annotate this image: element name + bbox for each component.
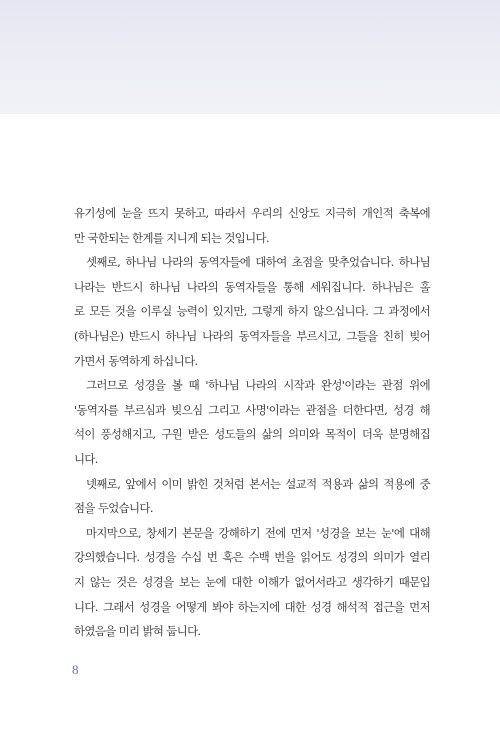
text-line: 강의했습니다. 성경을 수십 번 혹은 수백 번을 읽어도 성경의 의미가 열리 <box>74 550 430 565</box>
text-line: 셋째로, 하나님 나라의 동역자들에 대하여 초점을 맞추었습니다. 하나님 <box>86 255 430 270</box>
text-line: 유기성에 눈을 뜨지 못하고, 따라서 우리의 신앙도 지극히 개인적 축복에 <box>74 206 430 220</box>
text-line: 니다. 그래서 성경을 어떻게 봐야 하는지에 대한 성경 해석적 접근을 먼저 <box>74 599 430 614</box>
text-line: '동역자를 부르심과 빚으심 그리고 사명'이라는 관점을 더한다면, 성경 해 <box>74 402 430 417</box>
top-color-band <box>0 0 500 114</box>
page-number: 8 <box>72 662 79 677</box>
text-line: (하나님은) 반드시 하나님 나라의 동역자들을 부르시고, 그들을 친히 빚어 <box>74 328 430 343</box>
text-line: 지 않는 것은 성경을 보는 눈에 대한 이해가 없어서라고 생각하기 때문입 <box>74 574 430 589</box>
text-line: 넷째로, 앞에서 이미 밝힌 것처럼 본서는 설교적 적용과 삶의 적용에 중 <box>86 476 430 491</box>
text-line: 만 국한되는 한계를 지니게 되는 것입니다. <box>74 230 269 245</box>
text-line: 나라는 반드시 하나님 나라의 동역자들을 통해 세워집니다. 하나님은 홀 <box>74 279 430 294</box>
text-line: 로 모든 것을 이루실 능력이 있지만, 그렇게 하지 않으십니다. 그 과정에서 <box>74 304 430 319</box>
text-line: 니다. <box>74 451 98 466</box>
body-text <box>74 201 430 644</box>
text-line: 마지막으로, 창세기 본문을 강해하기 전에 먼저 '성경을 보는 눈'에 대해 <box>86 525 430 540</box>
text-line: 점을 두었습니다. <box>74 501 153 516</box>
text-line: 가면서 동역하게 하십니다. <box>74 353 198 368</box>
text-line: 그러므로 성경을 볼 때 '하나님 나라의 시작과 완성'이라는 관점 위에 <box>86 378 430 393</box>
text-line: 하였음을 미리 밝혀 둡니다. <box>74 624 201 639</box>
text-line: 석이 풍성해지고, 구원 받은 성도들의 삶의 의미와 목적이 더욱 분명해집 <box>74 427 430 442</box>
